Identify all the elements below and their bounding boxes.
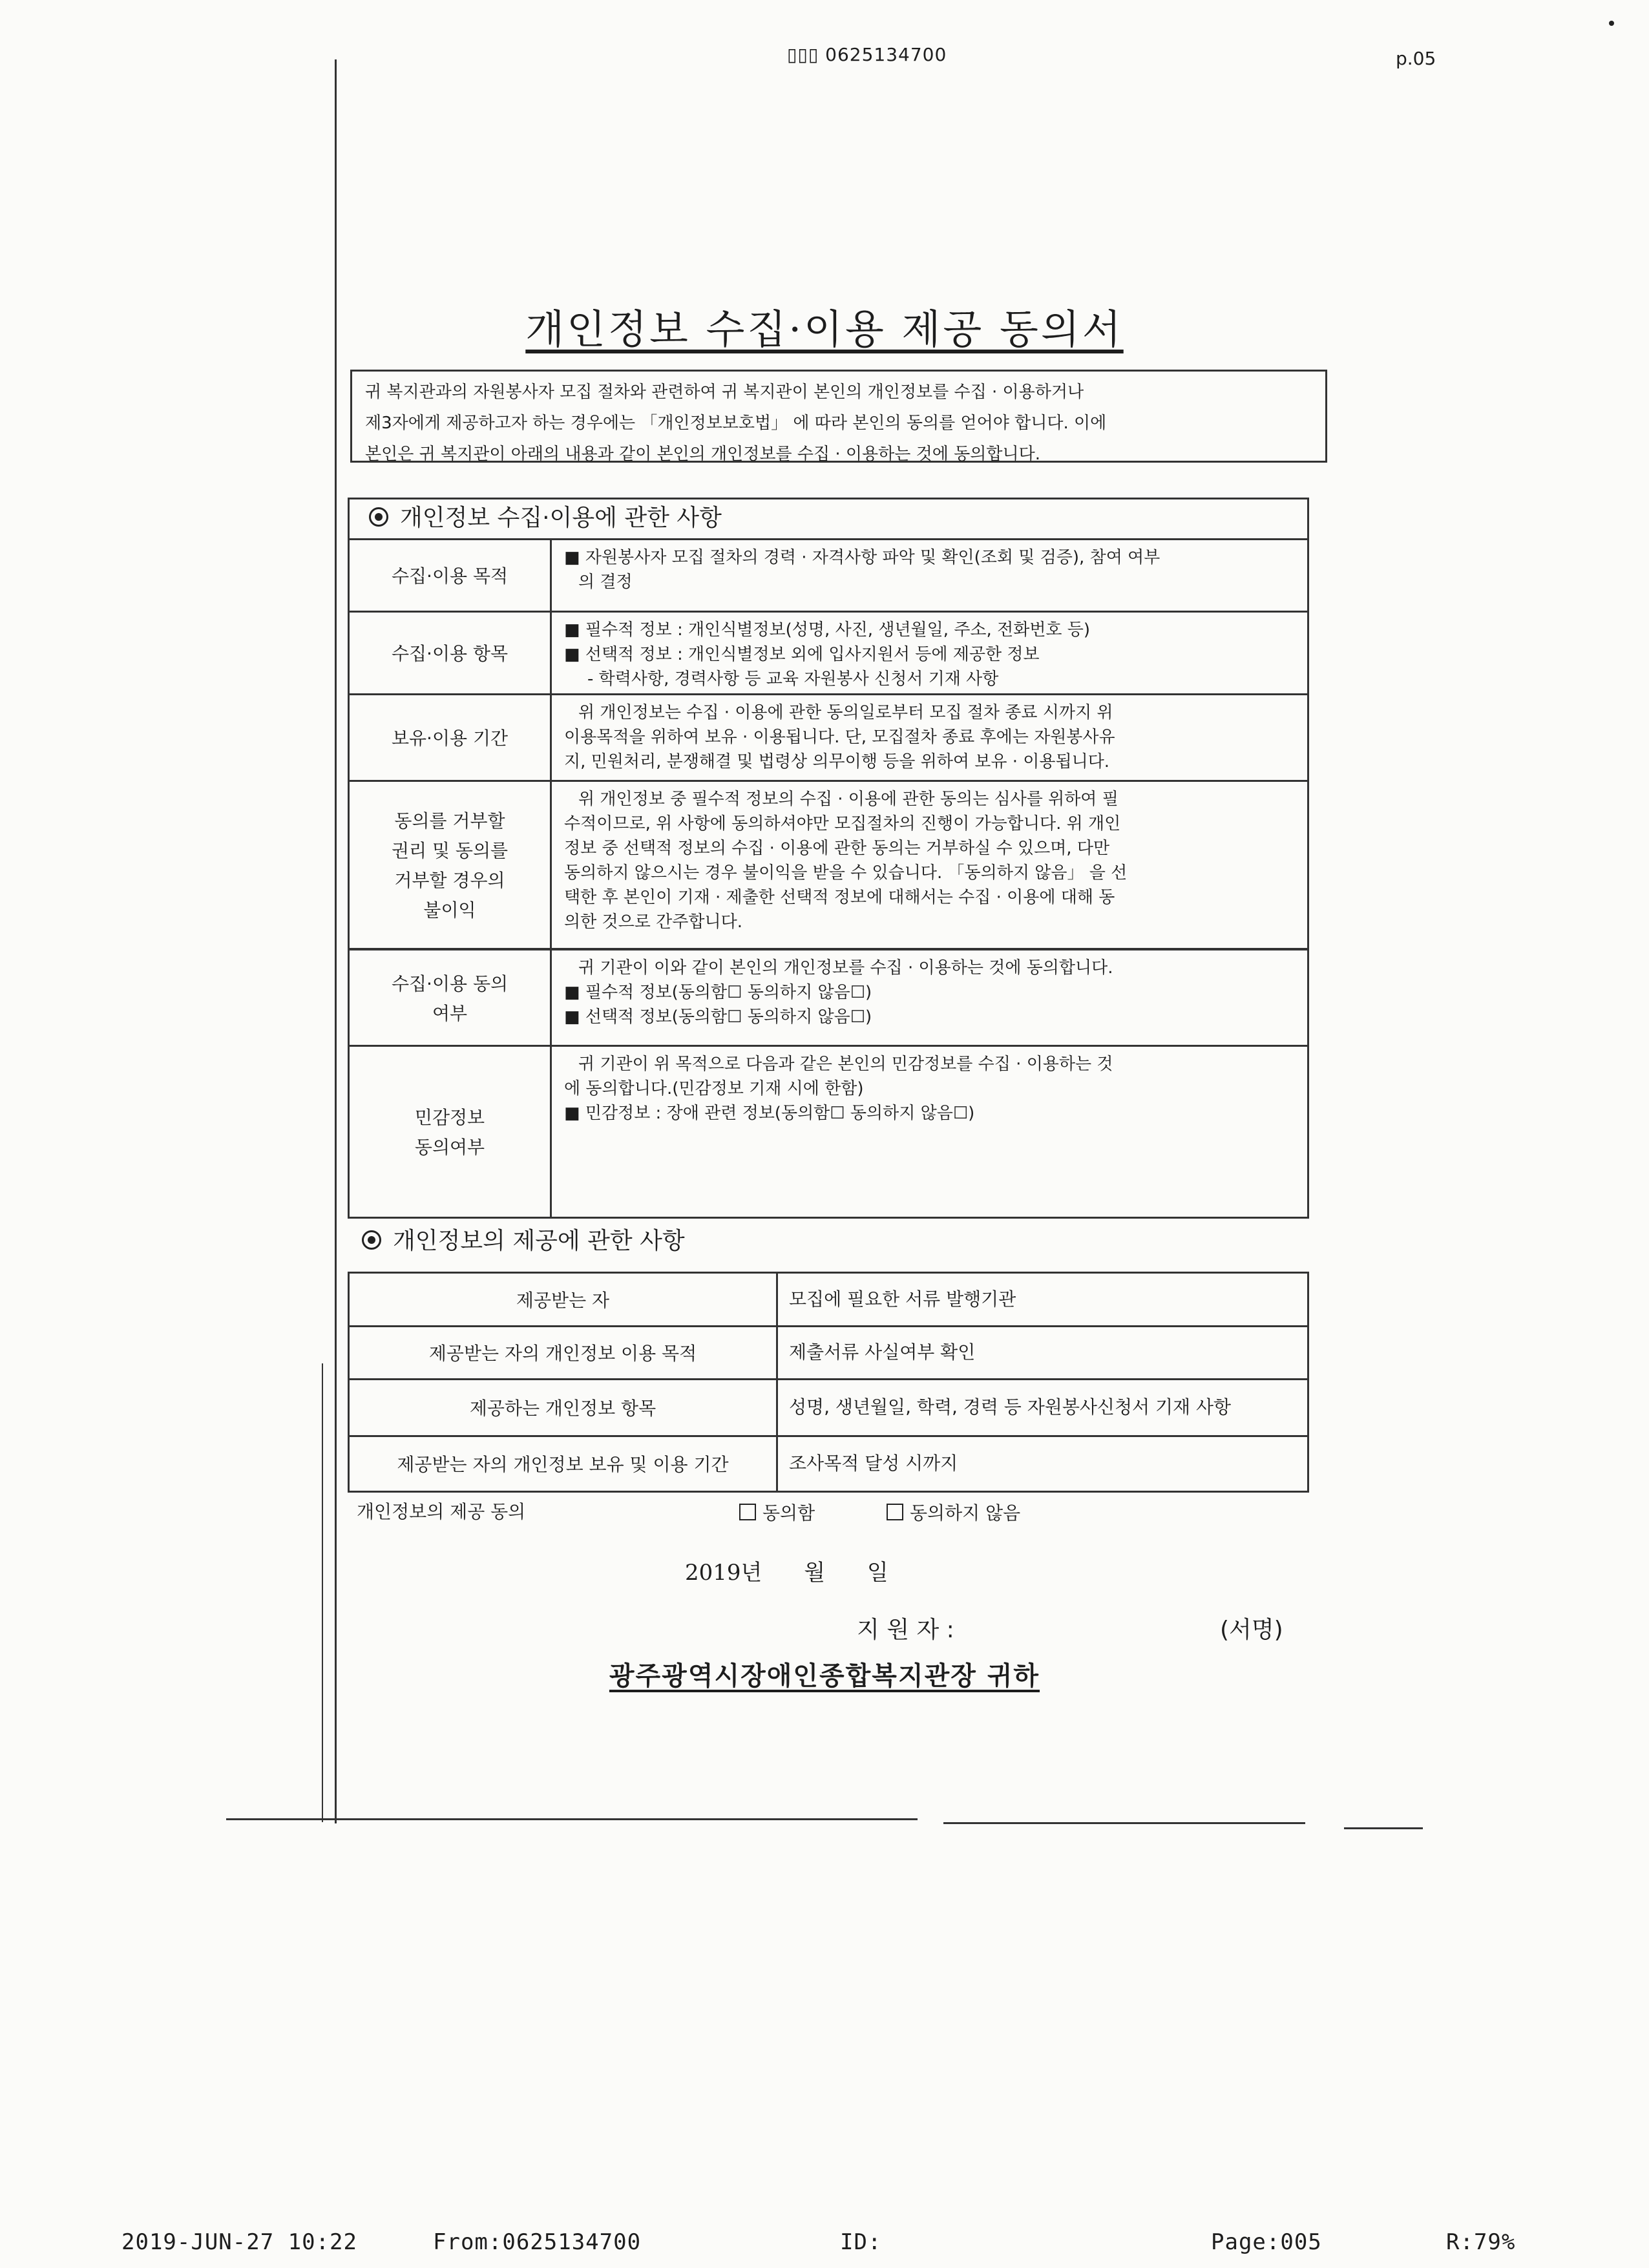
scan-speck [1609,21,1614,26]
row-value: 제출서류 사실여부 확인 [789,1341,976,1363]
section-heading-text: 개인정보의 제공에 관한 사항 [393,1228,685,1254]
checkbox-icon[interactable] [887,1504,903,1520]
row-label: 수집·이용 항목 [350,613,552,695]
table-row-sensitive [350,1045,1307,1219]
row-content: ■ 필수적 정보 : 개인식별정보(성명, 사진, 생년월일, 주소, 전화번호 등) ■ 선택적 정보 : 개인식별정보 외에 입사지원서 등에 제공한 정보 - 학력사항, 경력사항 등 교육 자원봉사 신청서 기재 사항 [564,620,1091,689]
table-row [350,1436,1307,1491]
fax-footer-date: 2019-JUN-27 10:22 [121,2229,357,2255]
provision-consent-disagree-option[interactable]: 동의하지 않음 [887,1499,1020,1525]
document-title: 개인정보 수집·이용 제공 동의서 [525,306,1124,353]
table-row [350,1274,1307,1327]
intro-line: 귀 복지관과의 자원봉사자 모집 절차와 관련하여 귀 복지관이 본인의 개인정보를 수집 · 이용하거나 [365,383,1084,402]
row-content: 위 개인정보는 수집 · 이용에 관한 동의일로부터 모집 절차 종료 시까지 위 이용목적을 위하여 보유 · 이용됩니다. 단, 모집절차 종료 후에는 자원봉사유 지, 민원처리, 분쟁해결 및 법령상 의무이행 등을 위하여 보유 · 이용됩니다. [564,703,1115,772]
row-label: 수집·이용 목적 [350,540,552,613]
row-content: 위 개인정보 중 필수적 정보의 수집 · 이용에 관한 동의는 심사를 위하여 필 수적이므로, 위 사항에 동의하셔야만 모집절차의 진행이 가능합니다. 위 개인 정보 중 선택적 정보의 수집 · 이용에 관한 동의는 거부하실 수 있으며, 다만 동의하지 않으시는 경우 불이익을 받을 수 있습니다. 「동의하지 않음」 을 선 택한 후 본인이 기재 · 제출한 선택적 정보에 대해서는 수집 · 이용에 대해 동 의한 것으로 간주합니다. [564,790,1128,932]
circle-bullet-icon [362,1230,381,1250]
row-value: 모집에 필요한 서류 발행기관 [789,1288,1016,1310]
circle-bullet-icon [369,507,388,527]
intro-paragraph [350,370,1327,463]
scan-edge-dash [943,1822,1305,1824]
row-label: 동의를 거부할 권리 및 동의를 거부할 경우의 불이익 [350,782,552,950]
checkbox-icon[interactable] [739,1504,756,1520]
row-label: 수집·이용 동의 여부 [350,950,552,1047]
provision-table [348,1272,1309,1493]
intro-line: 제3자에게 제공하고자 하는 경우에는 「개인정보보호법」 에 따라 본인의 동의를 얻어야 합니다. 이에 [365,414,1107,433]
row-content: ■ 자원봉사자 모집 절차의 경력 · 자격사항 파악 및 확인(조회 및 검증), 참여 여부 의 결정 [564,548,1161,592]
row-label: 제공하는 개인정보 항목 [350,1380,778,1435]
provision-consent-label: 개인정보의 제공 동의 [357,1501,526,1522]
section-heading-collection [369,499,722,531]
fax-page-label: p.05 [1396,48,1436,69]
row-label: 보유·이용 기간 [350,695,552,782]
signature-mark: (서명) [1220,1617,1283,1643]
fax-header-number: ▯▯▯ 0625134700 [787,44,947,65]
table-row-refusal-rights [350,780,1307,950]
intro-line: 본인은 귀 복지관이 아래의 내용과 같이 본인의 개인정보를 수집 · 이용하는 것에 동의합니다. [365,445,1040,464]
collection-use-table [348,498,1309,1219]
row-label: 제공받는 자 [350,1274,778,1325]
section-heading-provision [362,1223,685,1254]
fax-footer-page: Page:005 [1211,2229,1322,2255]
row-label: 제공받는 자의 개인정보 보유 및 이용 기간 [350,1436,778,1491]
section-heading-text: 개인정보 수집·이용에 관한 사항 [400,505,722,531]
row-value: 성명, 생년월일, 학력, 경력 등 자원봉사신청서 기재 사항 [789,1396,1232,1418]
row-content[interactable]: 귀 기관이 위 목적으로 다음과 같은 본인의 민감정보를 수집 · 이용하는 것 에 동의합니다.(민감정보 기재 시에 한함) ■ 민감정보 : 장애 관련 정보(동의함☐ 동의하지 않음☐) [564,1055,1113,1123]
date-line[interactable]: 2019년 월 일 [685,1560,888,1586]
row-value: 조사목적 달성 시까지 [789,1453,958,1474]
table-row-retention [350,693,1307,782]
row-label: 제공받는 자의 개인정보 이용 목적 [350,1327,778,1378]
provision-consent-agree-option[interactable]: 동의함 [739,1499,815,1525]
applicant-label[interactable]: 지 원 자 : [857,1617,954,1643]
row-label: 민감정보 동의여부 [350,1047,552,1219]
fax-footer-id: ID: [840,2229,882,2255]
table-row [350,1327,1307,1380]
recipient-line: 광주광역시장애인종합복지관장 귀하 [609,1661,1040,1691]
fax-footer-from: From:0625134700 [433,2229,642,2255]
table-row [350,1380,1307,1437]
scan-edge-dash [226,1818,918,1820]
table-row-consent [350,948,1307,1047]
table-row-items [350,611,1307,695]
table-row-purpose [350,538,1307,613]
fax-footer-resolution: R:79% [1446,2229,1516,2255]
scan-edge-line-inner [322,1363,323,1822]
scan-edge-dash [1344,1827,1423,1829]
row-content[interactable]: 귀 기관이 이와 같이 본인의 개인정보를 수집 · 이용하는 것에 동의합니다. ■ 필수적 정보(동의함☐ 동의하지 않음☐) ■ 선택적 정보(동의함☐ 동의하지 않음☐) [564,958,1113,1027]
